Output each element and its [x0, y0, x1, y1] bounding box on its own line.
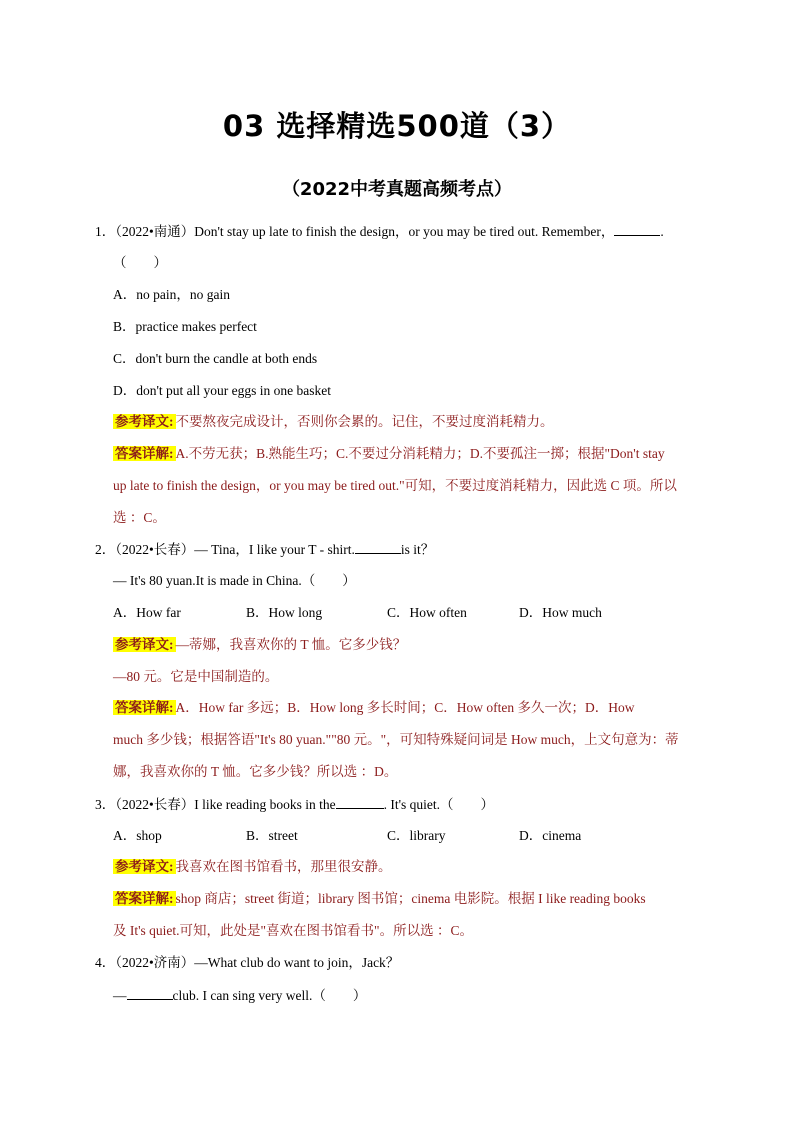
q3-stem	[95, 795, 494, 814]
q3-translation	[113, 858, 392, 876]
q2-line2: — It's 80 yuan.It is made in China.（ ）	[113, 573, 356, 588]
q1-translation-label: 参考译文:	[115, 414, 174, 429]
q2-explanation	[113, 699, 634, 717]
q3-option-b: B．street	[246, 828, 298, 843]
q2-explanation-line2: much 多少钱；根据答语"It's 80 yuan.""80 元。"，可知特殊疑问词是 How much，上文句意为：蒂	[113, 732, 679, 747]
q2-translation-label: 参考译文:	[115, 637, 174, 652]
q2-explanation-line1: A．How far 多远；B．How long 多长时间；C．How often 多久一次；D．How	[175, 700, 635, 715]
q1-option-c: C．don't burn the candle at both ends	[113, 351, 318, 366]
q1-stem-text: 1．（2022•南通）Don't stay up late to finish the design，or you may be tired out. Remember，	[95, 224, 615, 239]
q1-translation	[113, 413, 554, 431]
q3-explanation-line2: 及 It's quiet.可知，此处是"喜欢在图书馆看书"。所以选 ：C。	[113, 923, 473, 938]
q1-stem-end: .	[660, 224, 664, 239]
q1-paren: （ ）	[113, 255, 167, 270]
q1-option-b: B．practice makes perfect	[113, 319, 257, 334]
q2-stem-pre: 2．（2022•长春）— Tina，I like your T - shirt.	[95, 542, 355, 557]
q1-explanation-line2: up late to finish the design，or you may be tired out."可知，不要过度消耗精力，因此选 C 项。所以	[113, 478, 677, 493]
q3-translation-text: 我喜欢在图书馆看书，那里很安静。	[175, 859, 392, 874]
page-title: 03 选择精选500道（3）	[222, 109, 572, 143]
q4-line2	[113, 986, 366, 1005]
q3-stem-post: . It's quiet.（ ）	[383, 797, 495, 812]
q1-explanation-line1: A.不劳无获；B.熟能生巧；C.不要过分消耗精力；D.不要孤注一掷；根据"Don't stay	[175, 446, 665, 461]
q2-option-b: B．How long	[246, 605, 323, 620]
q3-explanation-label: 答案详解:	[115, 891, 174, 906]
q3-option-a: A．shop	[113, 828, 162, 843]
q1-explanation-label: 答案详解:	[115, 446, 174, 461]
q2-option-a: A．How far	[113, 605, 181, 620]
q4-blank	[127, 986, 173, 1000]
q3-stem-pre: 3．（2022•长春）I like reading books in the	[95, 797, 336, 812]
q2-explanation-line3: 娜，我喜欢你的 T 恤。它多少钱？所以选 ：D。	[113, 764, 398, 779]
q2-blank	[355, 540, 401, 554]
q3-explanation	[113, 890, 646, 908]
q3-blank	[336, 795, 384, 809]
q3-option-d: D．cinema	[519, 828, 582, 843]
q1-explanation	[113, 445, 665, 463]
q2-stem-post: is it？	[400, 542, 435, 557]
q2-translation-line1: —蒂娜，我喜欢你的 T 恤。它多少钱？	[175, 637, 407, 652]
q4-line2-post: club. I can sing very well.（ ）	[172, 988, 367, 1003]
q1-option-d: D．don't put all your eggs in one basket	[113, 383, 332, 398]
q1-translation-text: 不要熬夜完成设计，否则你会累的。记住，不要过度消耗精力。	[175, 414, 554, 429]
q1-stem	[95, 222, 664, 241]
q4-line2-pre: —	[113, 988, 127, 1003]
q2-option-c: C．How often	[387, 605, 467, 620]
q2-stem	[95, 540, 434, 559]
q2-explanation-label: 答案详解:	[115, 700, 174, 715]
q3-option-c: C．library	[387, 828, 446, 843]
q2-translation	[113, 636, 406, 654]
q1-explanation-line3: 选 ：C。	[113, 510, 166, 525]
q2-option-d: D．How much	[519, 605, 602, 620]
q1-blank	[614, 222, 660, 236]
q3-translation-label: 参考译文:	[115, 859, 174, 874]
q3-explanation-line1: shop 商店；street 街道；library 图书馆；cinema 电影院。根据 I like reading books	[175, 891, 646, 906]
q4-stem: 4．（2022•济南）—What club do want to join，Jack？	[95, 955, 400, 970]
page-subtitle: （2022中考真题高频考点）	[281, 179, 513, 200]
q2-translation-line2: —80 元。它是中国制造的。	[113, 669, 279, 684]
q1-option-a: A．no pain，no gain	[113, 287, 230, 302]
